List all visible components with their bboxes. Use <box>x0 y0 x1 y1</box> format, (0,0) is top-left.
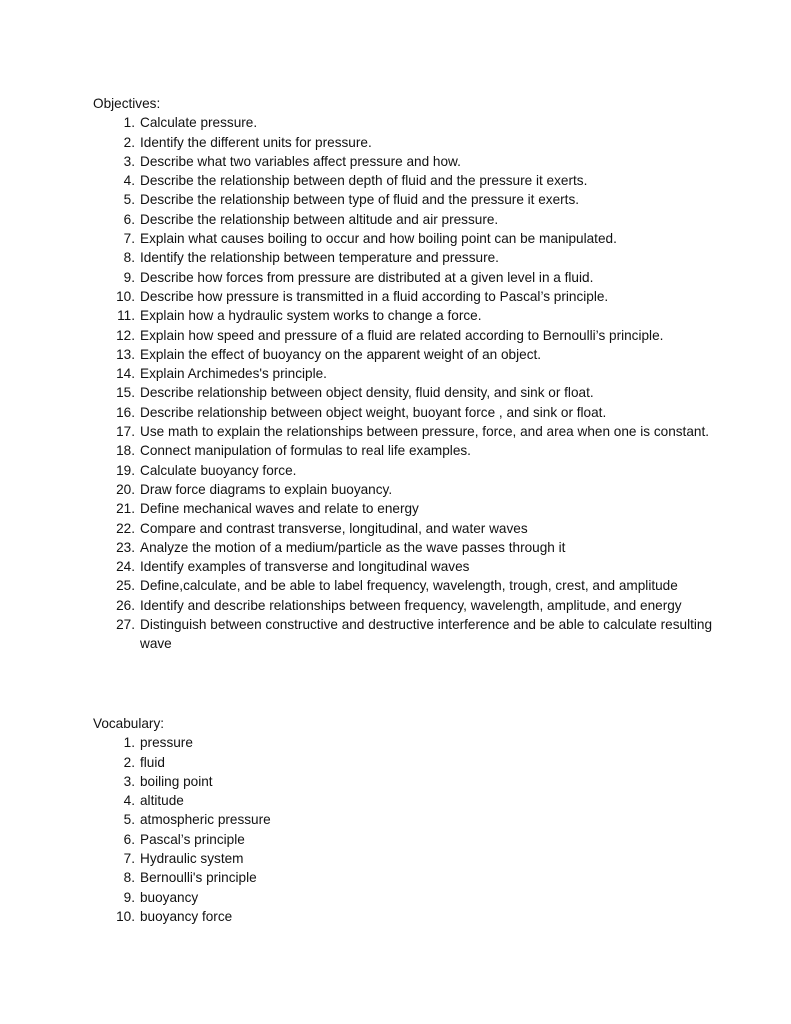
objectives-item <box>93 576 733 595</box>
list-item-number: 5. <box>123 192 135 208</box>
list-item-number: 14. <box>116 366 135 382</box>
list-item-text: Explain how a hydraulic system works to change a force. <box>140 308 482 324</box>
objectives-item <box>93 190 733 209</box>
list-item-number: 15. <box>116 385 135 401</box>
objectives-item <box>93 326 733 345</box>
list-item-text: Describe the relationship between altitude and air pressure. <box>140 211 499 227</box>
list-item-number: 27. <box>116 617 135 633</box>
objectives-item <box>93 133 733 152</box>
list-item-text: Describe how forces from pressure are distributed at a given level in a fluid. <box>140 269 594 285</box>
objectives-item <box>93 519 733 538</box>
list-item-number: 9. <box>123 889 135 905</box>
list-item-text: pressure <box>140 735 193 751</box>
list-item-number: 24. <box>116 559 135 575</box>
vocabulary-heading: Vocabulary: <box>93 716 165 731</box>
vocabulary-item <box>93 791 733 810</box>
objectives-item <box>93 171 733 190</box>
list-item-text: boiling point <box>140 773 213 789</box>
objectives-item <box>93 557 733 576</box>
list-item-text: Describe relationship between object density, fluid density, and sink or float. <box>140 385 594 401</box>
vocabulary-item <box>93 810 733 829</box>
vocabulary-item <box>93 888 733 907</box>
list-item-text: Analyze the motion of a medium/particle as the wave passes through it <box>140 539 566 555</box>
objectives-item <box>93 345 733 364</box>
list-item-number: 2. <box>123 754 135 770</box>
objectives-item <box>93 499 733 518</box>
list-item-text: Identify examples of transverse and longitudinal waves <box>140 559 470 575</box>
list-item-number: 19. <box>116 462 135 478</box>
list-item-text: Identify and describe relationships between frequency, wavelength, amplitude, and energy <box>140 597 682 613</box>
objectives-list <box>93 113 733 653</box>
vocabulary-item <box>93 907 733 926</box>
list-item-number: 7. <box>123 851 135 867</box>
objectives-item <box>93 364 733 383</box>
list-item-text: altitude <box>140 793 184 809</box>
list-item-number: 16. <box>116 404 135 420</box>
vocabulary-item <box>93 772 733 791</box>
list-item-number: 3. <box>123 773 135 789</box>
list-item-number: 7. <box>123 231 135 247</box>
list-item-text: Explain what causes boiling to occur and how boiling point can be manipulated. <box>140 231 617 247</box>
list-item-text: Explain Archimedes's principle. <box>140 366 327 382</box>
list-item-number: 6. <box>123 831 135 847</box>
objectives-item <box>93 615 733 654</box>
objectives-item <box>93 268 733 287</box>
list-item-text: Describe the relationship between depth of fluid and the pressure it exerts. <box>140 173 588 189</box>
list-item-text: Describe the relationship between type of fluid and the pressure it exerts. <box>140 192 580 208</box>
objectives-item <box>93 441 733 460</box>
objectives-item <box>93 596 733 615</box>
list-item-text: fluid <box>140 754 165 770</box>
list-item-text: Explain how speed and pressure of a fluid are related according to Bernoulli’s principle. <box>140 327 664 343</box>
list-item-number: 1. <box>123 115 135 131</box>
list-item-text: Use math to explain the relationships between pressure, force, and area when one is constant. <box>140 424 710 440</box>
list-item-number: 12. <box>116 327 135 343</box>
list-item-number: 26. <box>116 597 135 613</box>
objectives-item <box>93 306 733 325</box>
vocabulary-section <box>93 714 733 926</box>
list-item-number: 22. <box>116 520 135 536</box>
list-item-text: Compare and contrast transverse, longitudinal, and water waves <box>140 520 528 536</box>
objectives-heading: Objectives: <box>93 96 161 111</box>
list-item-number: 4. <box>123 173 135 189</box>
list-item-number: 10. <box>116 908 135 924</box>
objectives-item <box>93 422 733 441</box>
list-item-text: Describe how pressure is transmitted in a fluid according to Pascal’s principle. <box>140 288 609 304</box>
list-item-text: Distinguish between constructive and destructive interference and be able to calculate resulting wave <box>140 617 713 652</box>
objectives-item <box>93 403 733 422</box>
list-item-text: Draw force diagrams to explain buoyancy. <box>140 481 393 497</box>
objectives-item <box>93 461 733 480</box>
list-item-number: 18. <box>116 443 135 459</box>
objectives-item <box>93 229 733 248</box>
objectives-item <box>93 210 733 229</box>
list-item-text: Identify the relationship between temperature and pressure. <box>140 250 499 266</box>
vocabulary-item <box>93 830 733 849</box>
vocabulary-item <box>93 849 733 868</box>
list-item-text: Connect manipulation of formulas to real life examples. <box>140 443 471 459</box>
objectives-item <box>93 113 733 132</box>
list-item-number: 23. <box>116 539 135 555</box>
list-item-number: 20. <box>116 481 135 497</box>
list-item-text: Describe relationship between object weight, buoyant force , and sink or float. <box>140 404 607 420</box>
list-item-number: 1. <box>123 735 135 751</box>
list-item-number: 10. <box>116 288 135 304</box>
list-item-number: 6. <box>123 211 135 227</box>
list-item-number: 25. <box>116 578 135 594</box>
list-item-text: Calculate pressure. <box>140 115 258 131</box>
objectives-item <box>93 287 733 306</box>
list-item-number: 2. <box>123 134 135 150</box>
list-item-number: 3. <box>123 153 135 169</box>
list-item-number: 4. <box>123 793 135 809</box>
list-item-number: 17. <box>116 424 135 440</box>
list-item-text: Hydraulic system <box>140 851 244 867</box>
objectives-item <box>93 480 733 499</box>
list-item-text: atmospheric pressure <box>140 812 271 828</box>
list-item-text: buoyancy <box>140 889 199 905</box>
objectives-item <box>93 538 733 557</box>
objectives-item <box>93 248 733 267</box>
list-item-text: Pascal’s principle <box>140 831 245 847</box>
list-item-number: 21. <box>116 501 135 517</box>
vocabulary-item <box>93 868 733 887</box>
list-item-text: buoyancy force <box>140 908 233 924</box>
list-item-text: Calculate buoyancy force. <box>140 462 297 478</box>
list-item-text: Explain the effect of buoyancy on the apparent weight of an object. <box>140 346 542 362</box>
objectives-item <box>93 152 733 171</box>
list-item-text: Define,calculate, and be able to label frequency, wavelength, trough, crest, and amplitude <box>140 578 678 594</box>
list-item-text: Define mechanical waves and relate to energy <box>140 501 419 517</box>
list-item-number: 8. <box>123 870 135 886</box>
list-item-text: Identify the different units for pressure. <box>140 134 372 150</box>
vocabulary-item <box>93 753 733 772</box>
vocabulary-list <box>93 733 733 926</box>
list-item-text: Describe what two variables affect pressure and how. <box>140 153 461 169</box>
list-item-number: 13. <box>116 346 135 362</box>
vocabulary-item <box>93 733 733 752</box>
list-item-text: Bernoulli's principle <box>140 870 257 886</box>
list-item-number: 9. <box>123 269 135 285</box>
list-item-number: 5. <box>123 812 135 828</box>
objectives-item <box>93 383 733 402</box>
objectives-section <box>93 94 733 654</box>
list-item-number: 11. <box>117 308 135 324</box>
list-item-number: 8. <box>123 250 135 266</box>
